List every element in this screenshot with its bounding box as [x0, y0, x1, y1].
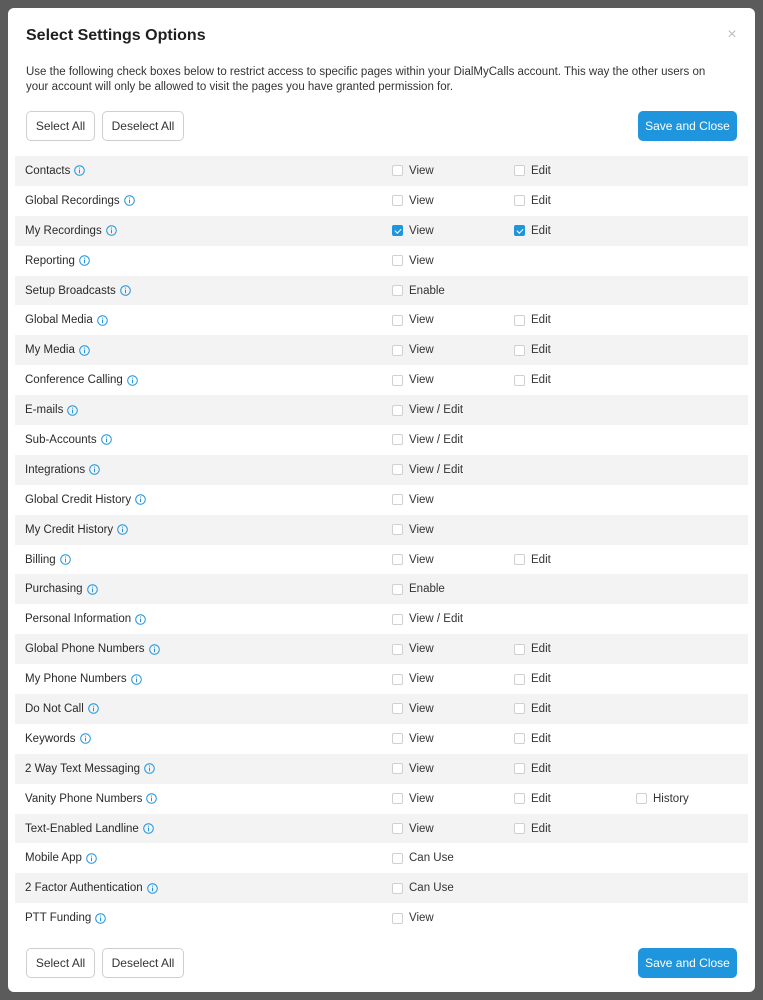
permission-label: [25, 733, 91, 745]
option-label: Edit: [531, 673, 551, 686]
checkbox[interactable]: [392, 913, 403, 924]
permission-label-text: Mobile App: [25, 852, 82, 865]
permission-label: [25, 344, 90, 356]
option-label: Edit: [531, 194, 551, 207]
permission-label-text: Integrations: [25, 463, 86, 476]
checkbox[interactable]: [514, 225, 525, 236]
option-enable[interactable]: [392, 583, 445, 595]
checkbox[interactable]: [392, 225, 403, 236]
info-icon[interactable]: [117, 524, 128, 535]
option-label: View: [409, 822, 434, 835]
permission-label: [25, 195, 135, 207]
checkbox[interactable]: [392, 853, 403, 864]
checkbox[interactable]: [514, 674, 525, 685]
option-label: Edit: [531, 643, 551, 656]
option-edit[interactable]: [514, 673, 551, 685]
select-all-button[interactable]: Select All: [26, 111, 95, 141]
info-icon[interactable]: [131, 674, 142, 685]
checkbox[interactable]: [392, 554, 403, 565]
permission-label-text: Text-Enabled Landline: [25, 822, 139, 835]
option-view[interactable]: [392, 763, 434, 775]
permission-row-2-factor-authentication: [15, 873, 748, 903]
info-icon[interactable]: [149, 644, 160, 655]
option-edit[interactable]: [514, 763, 551, 775]
checkbox[interactable]: [514, 554, 525, 565]
option-label: View / Edit: [409, 404, 464, 417]
permission-row-my-recordings: [15, 216, 748, 246]
permission-label: [25, 852, 97, 864]
info-icon[interactable]: [79, 345, 90, 356]
option-label: Edit: [531, 732, 551, 745]
checkbox[interactable]: [514, 823, 525, 834]
permission-label-text: Global Media: [25, 314, 93, 327]
checkbox[interactable]: [392, 434, 403, 445]
permission-label: [25, 434, 112, 446]
checkbox[interactable]: [392, 345, 403, 356]
permission-row-ptt-funding: [15, 903, 748, 933]
checkbox[interactable]: [514, 733, 525, 744]
option-view[interactable]: [392, 554, 434, 566]
permission-row-mobile-app: [15, 843, 748, 873]
info-icon[interactable]: [89, 464, 100, 475]
deselect-all-button[interactable]: Deselect All: [102, 111, 184, 141]
option-label: View: [409, 912, 434, 925]
permission-label: [25, 643, 160, 655]
checkbox[interactable]: [514, 315, 525, 326]
permission-label: [25, 793, 157, 805]
permission-row-text-enabled-landline: [15, 814, 748, 844]
checkbox[interactable]: [392, 883, 403, 894]
select-all-button[interactable]: Select All: [26, 948, 95, 978]
checkbox[interactable]: [392, 494, 403, 505]
checkbox[interactable]: [392, 584, 403, 595]
permission-label: [25, 673, 142, 685]
permission-label: [25, 225, 117, 237]
permission-row-purchasing: [15, 574, 748, 604]
checkbox[interactable]: [392, 375, 403, 386]
info-icon[interactable]: [120, 285, 131, 296]
permission-row-reporting: [15, 246, 748, 276]
info-icon[interactable]: [80, 733, 91, 744]
option-label: Can Use: [409, 852, 454, 865]
permission-label: [25, 583, 98, 595]
option-edit[interactable]: [514, 225, 551, 237]
checkbox[interactable]: [392, 674, 403, 685]
permission-row-2-way-text-messaging: [15, 754, 748, 784]
option-label: History: [653, 792, 689, 805]
option-edit[interactable]: [514, 733, 551, 745]
option-view[interactable]: [392, 524, 434, 536]
option-can-use[interactable]: [392, 852, 454, 864]
permission-label-text: Setup Broadcasts: [25, 284, 116, 297]
permission-label: [25, 823, 154, 835]
option-view-edit[interactable]: [392, 613, 463, 625]
permission-label-text: Do Not Call: [25, 702, 84, 715]
option-label: View: [409, 374, 434, 387]
checkbox[interactable]: [392, 793, 403, 804]
info-icon[interactable]: [146, 793, 157, 804]
checkbox[interactable]: [514, 345, 525, 356]
permission-label-text: Contacts: [25, 164, 71, 177]
checkbox[interactable]: [514, 763, 525, 774]
info-icon[interactable]: [144, 763, 155, 774]
permission-label-text: 2 Way Text Messaging: [25, 762, 141, 775]
info-icon[interactable]: [95, 913, 106, 924]
permission-row-global-credit-history: [15, 485, 748, 515]
modal-description: Use the following check boxes below to restrict access to specific pages within your DialMyCalls account. This way the other users on your account will only be allowed to visit the pages you have granted permission for.: [26, 66, 706, 93]
permission-label-text: Vanity Phone Numbers: [25, 792, 143, 805]
permission-label: [25, 494, 146, 506]
option-label: View / Edit: [409, 433, 464, 446]
permission-label-text: Personal Information: [25, 613, 132, 626]
permission-row-global-recordings: [15, 186, 748, 216]
info-icon[interactable]: [97, 315, 108, 326]
option-history[interactable]: [636, 793, 689, 805]
info-icon[interactable]: [67, 405, 78, 416]
checkbox[interactable]: [392, 763, 403, 774]
option-label: View: [409, 702, 434, 715]
option-view[interactable]: [392, 374, 434, 386]
checkbox[interactable]: [514, 644, 525, 655]
checkbox[interactable]: [514, 195, 525, 206]
option-view[interactable]: [392, 195, 434, 207]
option-label: Edit: [531, 702, 551, 715]
permission-row-my-media: [15, 335, 748, 365]
permission-row-sub-accounts: [15, 425, 748, 455]
checkbox[interactable]: [514, 165, 525, 176]
info-icon[interactable]: [88, 703, 99, 714]
permission-row-do-not-call: [15, 694, 748, 724]
permission-row-keywords: [15, 724, 748, 754]
option-label: View / Edit: [409, 613, 464, 626]
permission-label: [25, 374, 138, 386]
checkbox[interactable]: [514, 703, 525, 714]
option-view[interactable]: [392, 494, 434, 506]
checkbox[interactable]: [636, 793, 647, 804]
option-label: View: [409, 523, 434, 536]
option-label: Edit: [531, 374, 551, 387]
permission-row-e-mails: [15, 395, 748, 425]
option-edit[interactable]: [514, 703, 551, 715]
save-and-close-button[interactable]: Save and Close: [638, 948, 737, 978]
option-label: Can Use: [409, 882, 454, 895]
option-view[interactable]: [392, 912, 434, 924]
permission-row-setup-broadcasts: [15, 276, 748, 306]
permission-label-text: Billing: [25, 553, 56, 566]
permission-label-text: My Phone Numbers: [25, 673, 127, 686]
checkbox[interactable]: [392, 405, 403, 416]
info-icon[interactable]: [127, 375, 138, 386]
info-icon[interactable]: [74, 165, 85, 176]
permission-label: [25, 703, 99, 715]
option-label: View: [409, 194, 434, 207]
permission-label-text: My Credit History: [25, 523, 114, 536]
checkbox[interactable]: [392, 165, 403, 176]
info-icon[interactable]: [86, 853, 97, 864]
option-label: Edit: [531, 314, 551, 327]
permission-label-text: My Media: [25, 344, 75, 357]
info-icon[interactable]: [106, 225, 117, 236]
option-label: View: [409, 493, 434, 506]
option-edit[interactable]: [514, 165, 551, 177]
option-edit[interactable]: [514, 374, 551, 386]
option-view[interactable]: [392, 225, 434, 237]
permission-label-text: Reporting: [25, 254, 75, 267]
option-label: View: [409, 254, 434, 267]
option-edit[interactable]: [514, 554, 551, 566]
permission-label: [25, 882, 158, 894]
permissions-table: [15, 156, 748, 933]
info-icon[interactable]: [60, 554, 71, 565]
permission-label: [25, 464, 100, 476]
option-label: View: [409, 224, 434, 237]
permission-label-text: PTT Funding: [25, 912, 92, 925]
permission-label-text: 2 Factor Authentication: [25, 882, 143, 895]
permission-label-text: Sub-Accounts: [25, 433, 97, 446]
info-icon[interactable]: [135, 614, 146, 625]
checkbox[interactable]: [392, 644, 403, 655]
permission-label: [25, 613, 146, 625]
option-label: View: [409, 643, 434, 656]
option-label: View: [409, 553, 434, 566]
checkbox[interactable]: [514, 375, 525, 386]
info-icon[interactable]: [135, 494, 146, 505]
permission-row-global-phone-numbers: [15, 634, 748, 664]
permission-label-text: Conference Calling: [25, 374, 123, 387]
option-view[interactable]: [392, 703, 434, 715]
checkbox[interactable]: [392, 524, 403, 535]
option-view[interactable]: [392, 673, 434, 685]
permission-label-text: E-mails: [25, 404, 64, 417]
permission-row-my-phone-numbers: [15, 664, 748, 694]
permission-label-text: Keywords: [25, 732, 76, 745]
option-view[interactable]: [392, 314, 434, 326]
checkbox[interactable]: [392, 195, 403, 206]
option-edit[interactable]: [514, 823, 551, 835]
permission-row-billing: [15, 545, 748, 575]
permission-label: [25, 314, 108, 326]
permission-label: [25, 255, 90, 267]
permission-label-text: Global Recordings: [25, 194, 120, 207]
permission-label: [25, 524, 128, 536]
permission-label: [25, 285, 131, 297]
option-label: View: [409, 762, 434, 775]
option-view-edit[interactable]: [392, 464, 463, 476]
option-label: Enable: [409, 284, 445, 297]
permission-label: [25, 912, 106, 924]
option-label: View: [409, 164, 434, 177]
checkbox[interactable]: [392, 285, 403, 296]
option-label: Edit: [531, 792, 551, 805]
permission-label-text: Purchasing: [25, 583, 83, 596]
permission-row-vanity-phone-numbers: [15, 784, 748, 814]
close-icon[interactable]: ×: [727, 26, 737, 43]
permission-row-conference-calling: [15, 365, 748, 395]
option-label: View / Edit: [409, 463, 464, 476]
permission-label: [25, 404, 78, 416]
option-label: View: [409, 314, 434, 327]
modal-title: Select Settings Options: [26, 27, 206, 44]
option-label: Edit: [531, 164, 551, 177]
option-view[interactable]: [392, 643, 434, 655]
option-edit[interactable]: [514, 195, 551, 207]
checkbox[interactable]: [392, 703, 403, 714]
option-view[interactable]: [392, 165, 434, 177]
option-label: Edit: [531, 762, 551, 775]
option-label: View: [409, 344, 434, 357]
info-icon[interactable]: [124, 195, 135, 206]
checkbox[interactable]: [392, 823, 403, 834]
option-view-edit[interactable]: [392, 404, 463, 416]
option-label: View: [409, 792, 434, 805]
save-and-close-button[interactable]: Save and Close: [638, 111, 737, 141]
option-view[interactable]: [392, 823, 434, 835]
deselect-all-button[interactable]: Deselect All: [102, 948, 184, 978]
permission-label: [25, 165, 85, 177]
info-icon[interactable]: [87, 584, 98, 595]
permission-label-text: My Recordings: [25, 224, 102, 237]
option-edit[interactable]: [514, 793, 551, 805]
checkbox[interactable]: [392, 255, 403, 266]
option-label: Enable: [409, 583, 445, 596]
settings-modal: [8, 8, 755, 992]
checkbox[interactable]: [392, 614, 403, 625]
permission-label: [25, 763, 155, 775]
option-view[interactable]: [392, 255, 434, 267]
info-icon[interactable]: [143, 823, 154, 834]
option-edit[interactable]: [514, 643, 551, 655]
permission-label: [25, 554, 71, 566]
permission-label-text: Global Phone Numbers: [25, 643, 145, 656]
info-icon[interactable]: [101, 434, 112, 445]
option-view-edit[interactable]: [392, 434, 463, 446]
option-view[interactable]: [392, 733, 434, 745]
checkbox[interactable]: [392, 733, 403, 744]
permission-row-contacts: [15, 156, 748, 186]
checkbox[interactable]: [392, 315, 403, 326]
option-edit[interactable]: [514, 344, 551, 356]
option-label: View: [409, 673, 434, 686]
checkbox[interactable]: [392, 464, 403, 475]
option-label: Edit: [531, 822, 551, 835]
info-icon[interactable]: [79, 255, 90, 266]
option-enable[interactable]: [392, 285, 445, 297]
permission-row-integrations: [15, 455, 748, 485]
info-icon[interactable]: [147, 883, 158, 894]
option-view[interactable]: [392, 344, 434, 356]
permission-row-my-credit-history: [15, 515, 748, 545]
option-label: Edit: [531, 344, 551, 357]
option-label: View: [409, 732, 434, 745]
option-edit[interactable]: [514, 314, 551, 326]
permission-row-personal-information: [15, 604, 748, 634]
option-label: Edit: [531, 553, 551, 566]
option-label: Edit: [531, 224, 551, 237]
option-can-use[interactable]: [392, 882, 454, 894]
option-view[interactable]: [392, 793, 434, 805]
permission-row-global-media: [15, 305, 748, 335]
checkbox[interactable]: [514, 793, 525, 804]
permission-label-text: Global Credit History: [25, 493, 132, 506]
